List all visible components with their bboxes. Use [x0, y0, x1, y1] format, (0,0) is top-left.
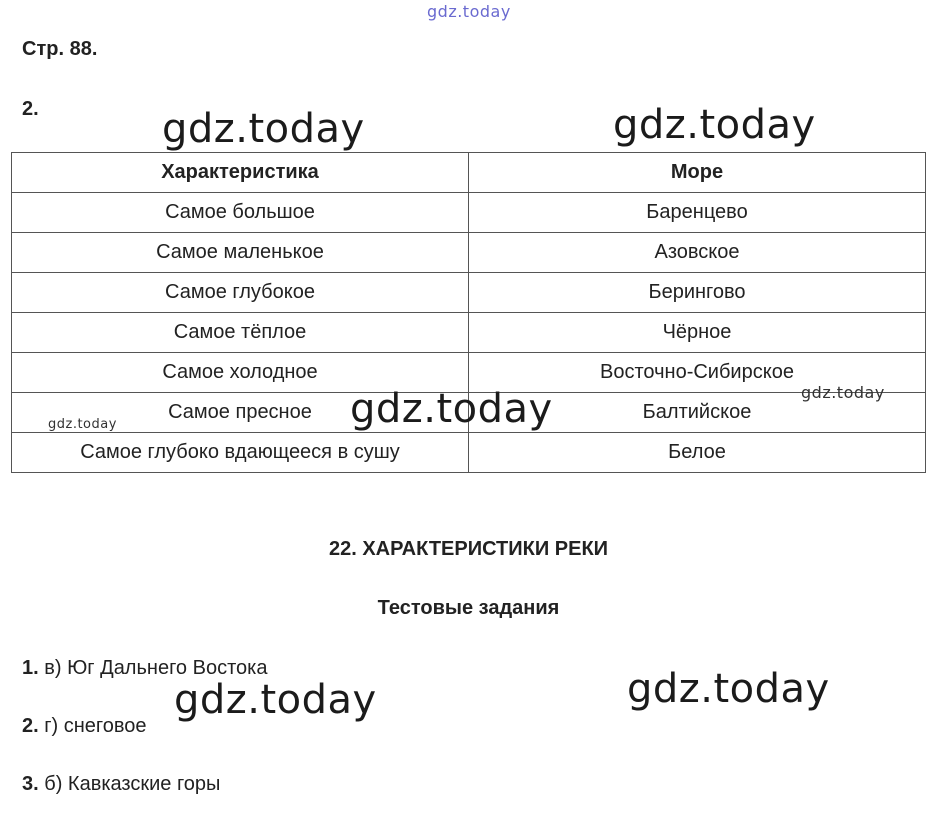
answer-text: г) снеговое [38, 715, 147, 737]
watermark-5: gdz.today [627, 666, 830, 712]
watermark-2: gdz.today [613, 102, 816, 148]
table-row [12, 233, 926, 273]
table-cell: Самое глубоко вдающееся в сушу [12, 433, 469, 473]
table-cell: Баренцево [469, 193, 926, 233]
table-cell: Самое пресное [12, 393, 469, 433]
table-cell: Белое [469, 433, 926, 473]
watermark-4: gdz.today [174, 677, 377, 723]
answer-number: 1. [22, 657, 39, 679]
answer-3 [22, 773, 220, 796]
table-header-cell: Характеристика [12, 153, 469, 193]
task-number: 2. [22, 98, 39, 120]
table-cell: Самое большое [12, 193, 469, 233]
watermark-small-left: gdz.today [48, 417, 117, 432]
answer-text: б) Кавказские горы [38, 773, 221, 795]
answer-text: в) Юг Дальнего Востока [38, 657, 268, 679]
answer-number: 3. [22, 773, 39, 795]
table-header-cell: Море [469, 153, 926, 193]
page-label: Стр. 88. [22, 38, 98, 60]
subsection-title: Тестовые задания [377, 597, 560, 619]
watermark-small-right: gdz.today [801, 383, 885, 402]
table-cell: Восточно-Сибирское [469, 353, 926, 393]
section-title: 22. ХАРАКТЕРИСТИКИ РЕКИ [328, 538, 609, 560]
table-cell: Берингово [469, 273, 926, 313]
table-cell: Самое маленькое [12, 233, 469, 273]
answer-2 [22, 715, 147, 738]
answer-number: 2. [22, 715, 39, 737]
table-cell: Чёрное [469, 313, 926, 353]
table-cell: Самое глубокое [12, 273, 469, 313]
watermark-1: gdz.today [162, 106, 365, 152]
table-cell: Самое тёплое [12, 313, 469, 353]
table-cell: Балтийское [469, 393, 926, 433]
table-header-row [12, 153, 926, 193]
watermark-3: gdz.today [350, 386, 553, 432]
table-row [12, 433, 926, 473]
table-row [12, 193, 926, 233]
table-row [12, 313, 926, 353]
table-cell: Самое холодное [12, 353, 469, 393]
table-cell: Азовское [469, 233, 926, 273]
table-row [12, 273, 926, 313]
watermark-top: gdz.today [427, 2, 511, 21]
